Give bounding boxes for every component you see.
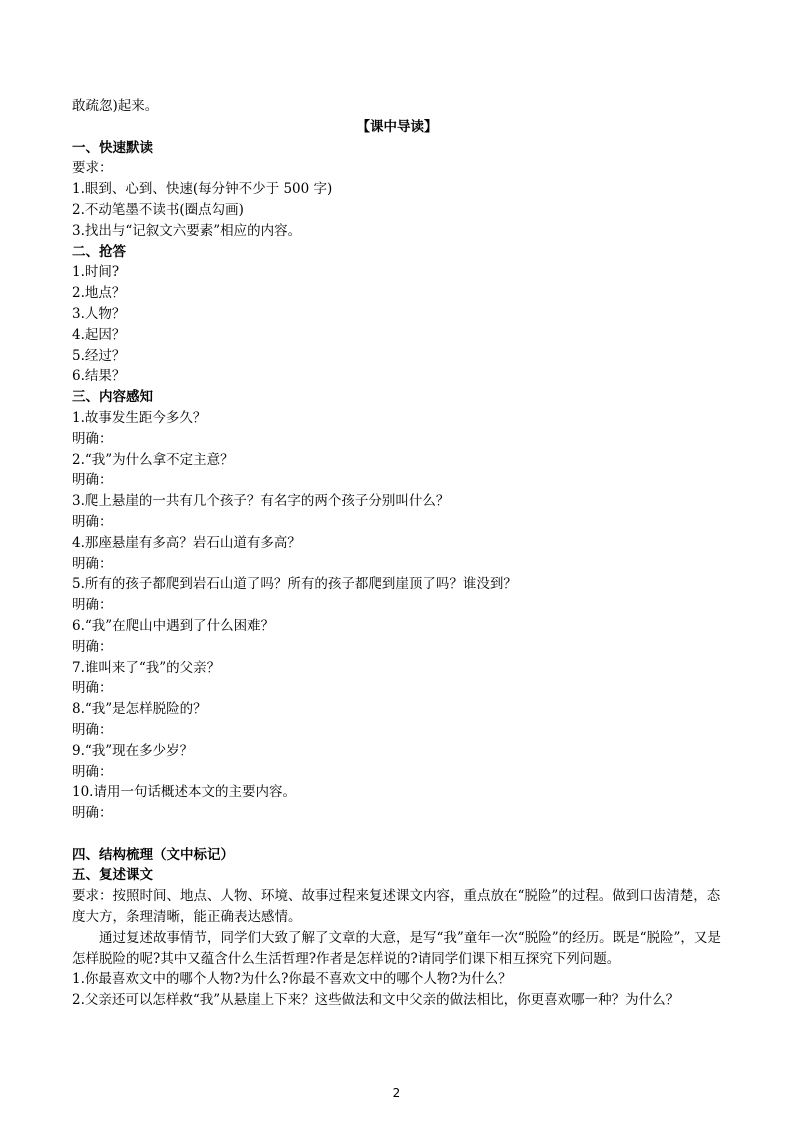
list-item: 1.眼到、心到、快速(每分钟不少于 500 字)	[72, 181, 333, 198]
question: 9.“我”现在多少岁？	[72, 742, 194, 759]
question: 2.父亲还可以怎样救“我”从悬崖上下来？这些做法和文中父亲的做法相比，你更喜欢哪一种？为什么？	[72, 992, 680, 1009]
section-heading: 三、内容感知	[72, 389, 153, 406]
list-item: 5.经过？	[72, 347, 126, 364]
body-paragraph: 通过复述故事情节，同学们大致了解了文章的大意，是写“我”童年一次“脱险”的经历。既是“脱险”，又是怎样脱险的呢?其中又蕴含什么生活哲理?作者是怎样说的?请同学们课下相互探究下列问题。	[72, 929, 721, 967]
page-number: 2	[392, 1086, 401, 1100]
question: 3.爬上悬崖的一共有几个孩子？有名字的两个孩子分别叫什么？	[72, 493, 450, 510]
list-item: 4.起因？	[72, 326, 126, 343]
answer-label: 明确：	[72, 638, 113, 655]
list-item: 2.不动笔墨不读书(圈点勾画)	[72, 201, 244, 218]
text-line: 敢疏忽)起来。	[72, 98, 159, 114]
answer-label: 明确：	[72, 805, 113, 822]
answer-label: 明确：	[72, 555, 113, 572]
requirement-paragraph: 要求：按照时间、地点、人物、环境、故事过程来复述课文内容，重点放在“脱险”的过程。做到口齿清楚，态度大方，条理清晰，能正确表达感情。	[72, 888, 721, 926]
answer-label: 明确：	[72, 721, 113, 738]
question: 4.那座悬崖有多高？岩石山道有多高？	[72, 534, 301, 551]
list-item: 2.地点？	[72, 285, 126, 302]
list-item: 6.结果？	[72, 368, 126, 385]
list-item: 3.找出与“记叙文六要素”相应的内容。	[72, 222, 302, 239]
question: 1.故事发生距今多久？	[72, 409, 207, 426]
answer-label: 明确：	[72, 597, 113, 614]
document-body	[72, 96, 722, 1011]
section-heading: 五、复述课文	[72, 867, 153, 884]
question: 2.“我”为什么拿不定主意？	[72, 451, 234, 468]
section-heading: 一、快速默读	[72, 139, 153, 156]
question: 7.谁叫来了“我”的父亲？	[72, 659, 221, 676]
question: 6.“我”在爬山中遇到了什么困难？	[72, 617, 275, 634]
question: 5.所有的孩子都爬到岩石山道了吗？所有的孩子都爬到崖顶了吗？谁没到？	[72, 576, 517, 593]
list-item: 3.人物？	[72, 305, 126, 322]
section-heading: 二、抢答	[72, 243, 126, 260]
text-line: 要求：	[72, 160, 113, 177]
spacer	[72, 824, 722, 845]
list-item: 1.时间?	[72, 264, 120, 281]
answer-label: 明确：	[72, 680, 113, 697]
question: 10.请用一句话概述本文的主要内容。	[72, 784, 296, 801]
answer-label: 明确：	[72, 513, 113, 530]
question: 1.你最喜欢文中的哪个人物?为什么?你最不喜欢文中的哪个人物?为什么？	[72, 971, 512, 988]
answer-label: 明确：	[72, 472, 113, 489]
question: 8.“我”是怎样脱险的？	[72, 701, 207, 718]
answer-label: 明确：	[72, 430, 113, 447]
answer-label: 明确：	[72, 763, 113, 780]
section-heading: 四、结构梳理（文中标记）	[72, 846, 234, 863]
section-heading: 【课中导读】	[356, 118, 438, 135]
